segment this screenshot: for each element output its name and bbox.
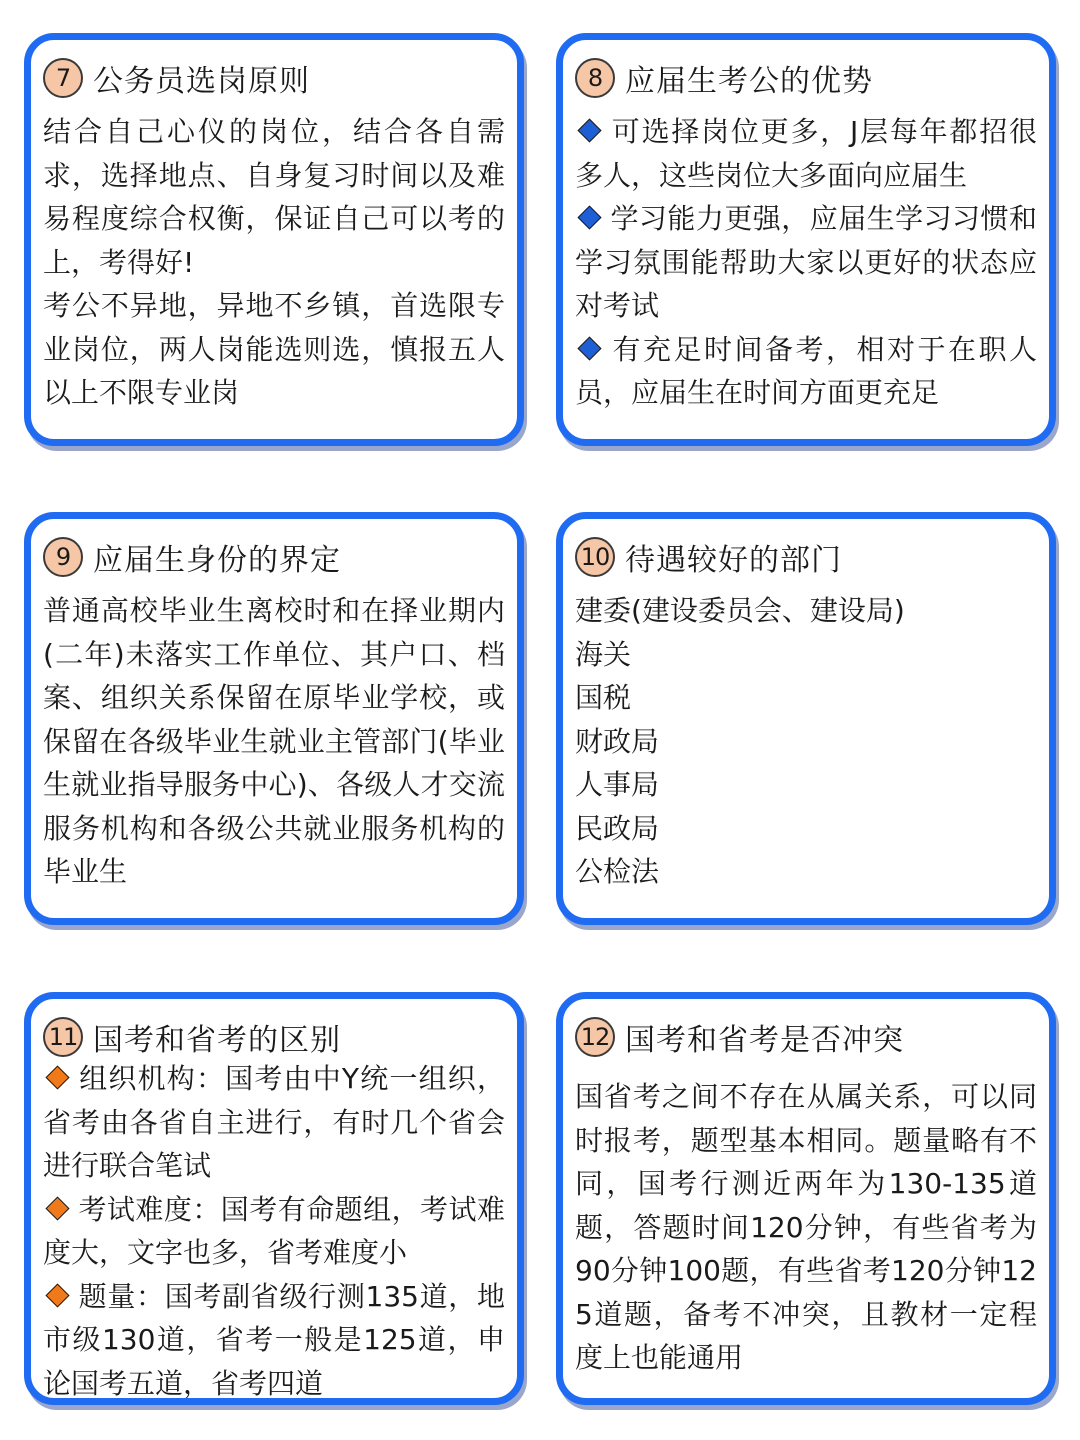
card-header: [43, 1013, 505, 1061]
orange-diamond-icon: [45, 1283, 69, 1307]
bullet-text: 有充足时间备考，相对于在职人员，应届生在时间方面更充足: [575, 332, 1037, 409]
card-body: [43, 589, 505, 894]
bullet-text: 组织机构：国考由中Y统一组织，省考由各省自主进行，有时几个省会进行联合笔试: [43, 1062, 505, 1182]
bullet-text: 题量：国考副省级行测135道，地市级130道，省考一般是125道，申论国考五道，省考四道: [43, 1279, 505, 1400]
bullet-item: [43, 1275, 505, 1406]
card-header: [43, 54, 505, 102]
card-exam-conflict: [556, 992, 1056, 1405]
bullet-item: [575, 328, 1037, 415]
card-header: [575, 1013, 1037, 1061]
body-paragraph: 结合自己心仪的岗位，结合各自需求，选择地点、自身复习时间以及难易程度综合权衡，保证自己可以考的上，考得好!: [43, 115, 505, 279]
card-number-badge: 11: [43, 1017, 83, 1057]
body-paragraph: 考公不异地，异地不乡镇，首选限专业岗位，两人岗能选则选，慎报五人以上不限专业岗: [43, 289, 505, 409]
card-header: [575, 533, 1037, 581]
card-graduate-advantages: [556, 33, 1056, 446]
card-body: [575, 589, 1037, 894]
card-civil-servant-post-selection: [24, 33, 524, 446]
bullet-item: [43, 1188, 505, 1275]
department-item: 建委(建设委员会、建设局): [575, 594, 905, 627]
bullet-text: 考试难度：国考有命题组，考试难度大，文字也多，省考难度小: [43, 1192, 505, 1269]
bullet-text: 学习能力更强，应届生学习习惯和学习氛围能帮助大家以更好的状态应对考试: [575, 202, 1037, 322]
card-title: 国考和省考是否冲突: [625, 1023, 904, 1058]
card-number-badge: 7: [43, 58, 83, 98]
bullet-item: [575, 197, 1037, 328]
card-national-vs-provincial-exam: [24, 992, 524, 1405]
card-header: [575, 54, 1037, 102]
card-number-badge: 9: [43, 537, 83, 577]
card-body: [43, 1057, 505, 1405]
bullet-item: [575, 110, 1037, 197]
orange-diamond-icon: [45, 1065, 69, 1089]
orange-diamond-icon: [45, 1196, 69, 1220]
card-body: [575, 110, 1037, 415]
card-title: 公务员选岗原则: [93, 64, 310, 99]
card-number-badge: 10: [575, 537, 615, 577]
card-title: 国考和省考的区别: [93, 1023, 341, 1058]
card-graduate-status-definition: [24, 512, 524, 925]
card-header: [43, 533, 505, 581]
card-number-badge: 12: [575, 1017, 615, 1057]
card-number-badge: 8: [575, 58, 615, 98]
department-item: 海关: [575, 637, 632, 671]
department-item: 财政局: [575, 724, 660, 758]
card-title: 待遇较好的部门: [625, 543, 842, 578]
blue-diamond-icon: [577, 336, 601, 360]
card-title: 应届生考公的优势: [625, 64, 873, 99]
bullet-text: 可选择岗位更多，J层每年都招很多人，这些岗位大多面向应届生: [575, 115, 1037, 192]
card-title: 应届生身份的界定: [93, 543, 341, 578]
blue-diamond-icon: [577, 205, 601, 229]
card-body: [575, 1075, 1037, 1380]
department-item: 公检法: [575, 855, 660, 888]
card-body: [43, 110, 505, 415]
department-item: 国税: [575, 681, 632, 714]
card-well-paid-departments: [556, 512, 1056, 925]
blue-diamond-icon: [577, 118, 601, 142]
bullet-item: [43, 1057, 505, 1188]
body-paragraph: 普通高校毕业生离校时和在择业期内(二年)未落实工作单位、其户口、档案、组织关系保留在原毕业学校，或保留在各级毕业生就业主管部门(毕业生就业指导服务中心)、各级人才交流服务机构和各级公共就业服务机构的毕业生: [43, 594, 505, 888]
department-item: 民政局: [575, 811, 660, 845]
department-item: 人事局: [575, 768, 660, 801]
body-paragraph: 国省考之间不存在从属关系，可以同时报考，题型基本相同。题量略有不同，国考行测近两年为130-135道题，答题时间120分钟，有些省考为90分钟100题，有些省考120分钟125道题，备考不冲突，且教材一定程度上也能通用: [575, 1080, 1037, 1374]
